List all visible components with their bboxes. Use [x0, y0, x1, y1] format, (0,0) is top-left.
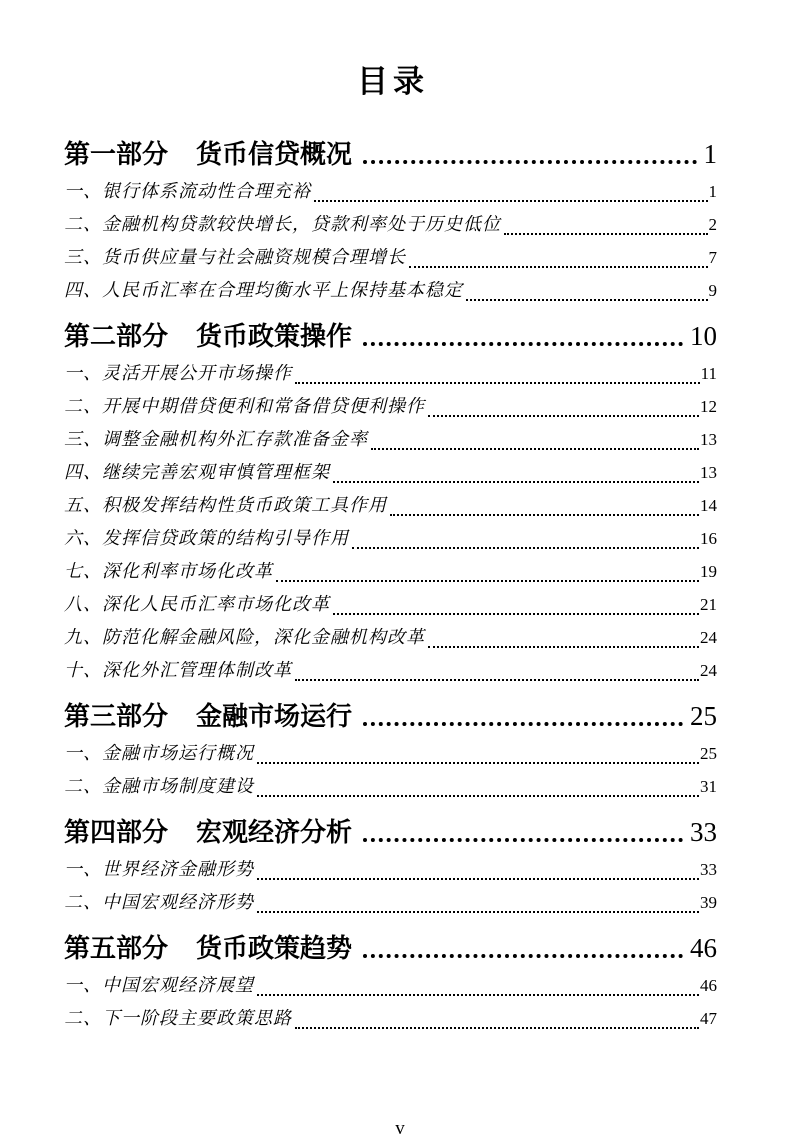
toc-item[interactable]	[64, 737, 717, 770]
part-label: 第一部分	[64, 139, 169, 169]
item-text: 三、货币供应量与社会融资规模合理增长	[64, 247, 406, 267]
toc-part-entry[interactable]	[64, 136, 717, 172]
item-text: 四、继续完善宏观审慎管理框架	[64, 462, 330, 482]
item-page-number: 13	[700, 463, 717, 482]
item-text: 二、开展中期借贷便利和常备借贷便利操作	[64, 396, 425, 416]
part-label: 第三部分	[64, 701, 169, 731]
part-page-number: 1	[703, 139, 717, 169]
toc-item[interactable]	[64, 522, 717, 555]
item-page-number: 16	[700, 529, 717, 548]
dot-leader	[363, 160, 696, 164]
dot-leader	[295, 382, 700, 384]
item-text: 二、中国宏观经济形势	[64, 892, 254, 912]
dot-leader	[363, 838, 683, 842]
toc-section-3	[64, 698, 717, 803]
toc-item[interactable]	[64, 770, 717, 803]
toc-content	[0, 64, 800, 1035]
toc-section-2	[64, 318, 717, 687]
part-page-number: 10	[690, 321, 717, 351]
item-text: 八、深化人民币汇率市场化改革	[64, 594, 330, 614]
toc-item[interactable]	[64, 456, 717, 489]
part-label: 第四部分	[64, 817, 169, 847]
item-page-number: 13	[700, 430, 717, 449]
toc-section-4	[64, 814, 717, 919]
item-text: 一、世界经济金融形势	[64, 859, 254, 879]
part-title: 货币信贷概况	[196, 139, 353, 169]
toc-item[interactable]	[64, 357, 717, 390]
item-page-number: 31	[700, 777, 717, 796]
part-title: 金融市场运行	[196, 701, 353, 731]
item-page-number: 2	[708, 215, 717, 234]
dot-leader	[363, 722, 683, 726]
item-page-number: 47	[700, 1009, 717, 1028]
dot-leader	[371, 448, 699, 450]
toc-part-entry[interactable]	[64, 318, 717, 354]
item-text: 二、金融市场制度建设	[64, 776, 254, 796]
dot-leader	[409, 266, 708, 268]
toc-part-entry[interactable]	[64, 930, 717, 966]
item-text: 四、人民币汇率在合理均衡水平上保持基本稳定	[64, 280, 463, 300]
dot-leader	[257, 795, 699, 797]
item-text: 十、深化外汇管理体制改革	[64, 660, 292, 680]
toc-item[interactable]	[64, 654, 717, 687]
part-label: 第五部分	[64, 933, 169, 963]
item-page-number: 46	[700, 976, 717, 995]
item-page-number: 14	[700, 496, 717, 515]
item-page-number: 7	[708, 248, 717, 267]
dot-leader	[363, 342, 683, 346]
toc-part-entry[interactable]	[64, 698, 717, 734]
item-page-number: 24	[700, 661, 717, 680]
item-page-number: 9	[708, 281, 717, 300]
dot-leader	[352, 547, 699, 549]
toc-section-1	[64, 136, 717, 307]
item-text: 一、灵活开展公开市场操作	[64, 363, 292, 383]
page-title: 目录	[357, 64, 429, 99]
toc-items	[64, 175, 717, 307]
item-page-number: 11	[700, 364, 717, 383]
item-page-number: 19	[700, 562, 717, 581]
toc-items	[64, 853, 717, 919]
part-title: 货币政策操作	[196, 321, 353, 351]
dot-leader	[333, 613, 699, 615]
item-text: 一、金融市场运行概况	[64, 743, 254, 763]
toc-items	[64, 969, 717, 1035]
part-page-number: 46	[690, 933, 717, 963]
item-text: 九、防范化解金融风险，深化金融机构改革	[64, 627, 425, 647]
toc-items	[64, 737, 717, 803]
dot-leader	[504, 233, 708, 235]
item-text: 七、深化利率市场化改革	[64, 561, 273, 581]
part-title: 宏观经济分析	[196, 817, 353, 847]
item-page-number: 1	[708, 182, 717, 201]
toc-item[interactable]	[64, 208, 717, 241]
toc-items	[64, 357, 717, 687]
toc-part-entry[interactable]	[64, 814, 717, 850]
toc-item[interactable]	[64, 853, 717, 886]
toc-item[interactable]	[64, 621, 717, 654]
toc-item[interactable]	[64, 969, 717, 1002]
dot-leader	[428, 415, 699, 417]
dot-leader	[295, 1027, 699, 1029]
part-page-number: 33	[690, 817, 717, 847]
toc-item[interactable]	[64, 390, 717, 423]
item-page-number: 39	[700, 893, 717, 912]
item-text: 一、银行体系流动性合理充裕	[64, 181, 311, 201]
dot-leader	[257, 878, 699, 880]
dot-leader	[363, 954, 683, 958]
dot-leader	[333, 481, 699, 483]
toc-item[interactable]	[64, 489, 717, 522]
item-text: 六、发挥信贷政策的结构引导作用	[64, 528, 349, 548]
part-title: 货币政策趋势	[196, 933, 353, 963]
item-text: 三、调整金融机构外汇存款准备金率	[64, 429, 368, 449]
dot-leader	[276, 580, 699, 582]
dot-leader	[428, 646, 699, 648]
toc-section-5	[64, 930, 717, 1035]
dot-leader	[257, 911, 699, 913]
item-text: 二、金融机构贷款较快增长，贷款利率处于历史低位	[64, 214, 501, 234]
item-page-number: 24	[700, 628, 717, 647]
toc-item[interactable]	[64, 886, 717, 919]
toc-item[interactable]	[64, 1002, 717, 1035]
item-page-number: 12	[700, 397, 717, 416]
toc-item[interactable]	[64, 555, 717, 588]
toc-item[interactable]	[64, 241, 717, 274]
dot-leader	[257, 762, 699, 764]
item-text: 二、下一阶段主要政策思路	[64, 1008, 292, 1028]
toc-item[interactable]	[64, 175, 717, 208]
dot-leader	[314, 200, 708, 202]
item-page-number: 33	[700, 860, 717, 879]
part-label: 第二部分	[64, 321, 169, 351]
item-page-number: 25	[700, 744, 717, 763]
dot-leader	[257, 994, 699, 996]
part-page-number: 25	[690, 701, 717, 731]
toc-item[interactable]	[64, 588, 717, 621]
item-page-number: 21	[700, 595, 717, 614]
dot-leader	[295, 679, 699, 681]
dot-leader	[466, 299, 708, 301]
toc-item[interactable]	[64, 274, 717, 307]
toc-item[interactable]	[64, 423, 717, 456]
item-text: 五、积极发挥结构性货币政策工具作用	[64, 495, 387, 515]
footer-page-number: v	[395, 1118, 405, 1139]
item-text: 一、中国宏观经济展望	[64, 975, 254, 995]
dot-leader	[390, 514, 699, 516]
